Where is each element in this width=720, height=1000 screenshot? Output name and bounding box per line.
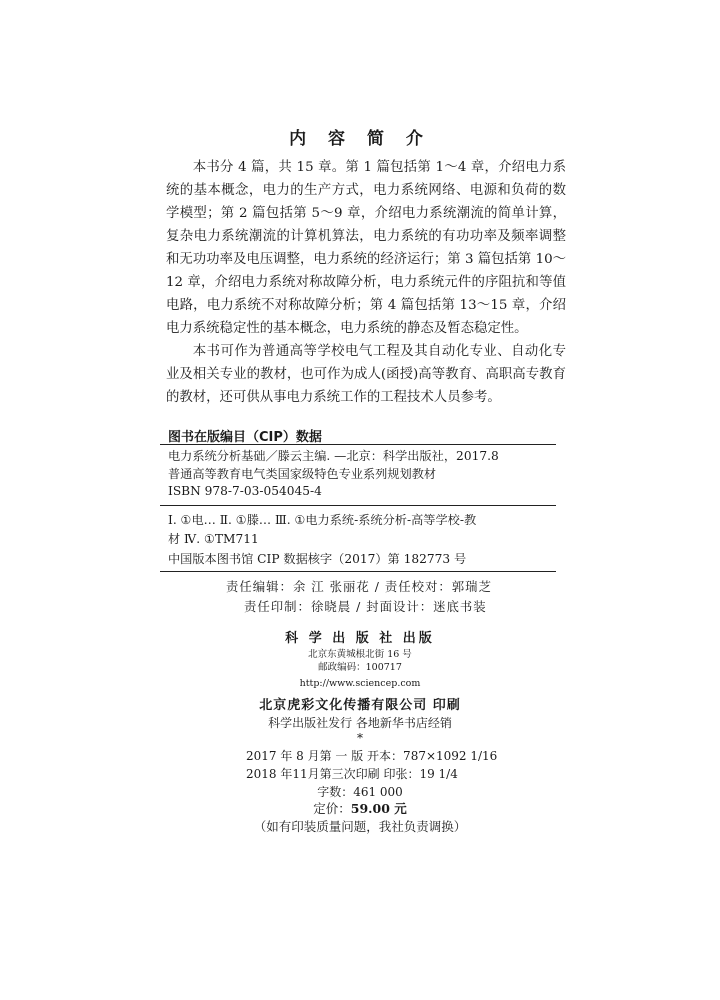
publisher-website: http://www.sciencep.com: [299, 678, 421, 689]
cip-data-block: [160, 444, 556, 572]
price-label: 定价：: [313, 801, 351, 816]
cip-bibliographic-line: 电力系统分析基础／滕云主编. —北京：科学出版社，2017.8: [168, 449, 499, 463]
cip-classification-line-1: Ⅰ. ①电… Ⅱ. ①滕… Ⅲ. ①电力系统-系统分析-高等学校-教: [168, 513, 477, 527]
content-summary: [166, 156, 566, 409]
publisher-address: 北京东黄城根北街 16 号: [308, 649, 412, 660]
publisher-name: 科 学 出 版 社 出版: [285, 631, 435, 646]
cip-classification-line-2: 材 Ⅳ. ①TM711: [168, 532, 259, 546]
quality-notice: （如有印装质量问题，我社负责调换）: [253, 819, 467, 834]
cip-divider: [160, 505, 556, 506]
distribution-info: 科学出版社发行 各地新华书店经销: [268, 716, 452, 730]
cip-heading: 图书在版编目（CIP）数据: [168, 430, 322, 445]
summary-paragraph-2: 本书可作为普通高等学校电气工程及其自动化专业、自动化专业及相关专业的教材，也可作为成人(函授)高等教育、高职高专教育的教材，还可供从事电力系统工作的工程技术人员参考。: [166, 344, 566, 405]
edition-info: 2017 年 8 月第 一 版 开本：787×1092 1/16: [246, 749, 498, 763]
cip-isbn: ISBN 978-7-03-054045-4: [168, 484, 322, 498]
page-title: 内 容 简 介: [289, 129, 431, 149]
word-count: 字数：461 000: [317, 785, 403, 799]
price-row: [0, 799, 720, 817]
printing-info: 2018 年11月第三次印刷 印张：19 1/4: [246, 767, 458, 781]
production-credits: 责任印制：徐晓晨 / 封面设计：迷底书装: [244, 599, 487, 614]
summary-paragraph-1: 本书分 4 篇，共 15 章。第 1 篇包括第 1～4 章，介绍电力系统的基本概念，电力的生产方式，电力系统网络、电源和负荷的数学模型；第 2 篇包括第 5～9 章，介绍电力系统潮流的简单计算，复杂电力系统潮流的计算机算法，电力系统的有功功率及频率调整和无功功率及电压调整，电力系统的经济运行；第 3 篇包括第 10～12 章，介绍电力系统对称故障分析，电力系统元件的序阻抗和等值电路，电力系统不对称故障分析；第 4 篇包括第 13～15 章，介绍电力系统稳定性的基本概念，电力系统的静态及暂态稳定性。: [166, 160, 566, 336]
editor-credits: 责任编辑：余 江 张丽花 / 责任校对：郭瑞芝: [226, 579, 492, 594]
printer-name: 北京虎彩文化传播有限公司 印刷: [259, 698, 461, 713]
cip-record-number: 中国版本图书馆 CIP 数据核字（2017）第 182773 号: [168, 552, 467, 566]
publisher-postcode: 邮政编码：100717: [318, 662, 402, 673]
section-separator: *: [357, 731, 363, 745]
price-value: 59.00 元: [350, 801, 407, 816]
cip-series-line: 普通高等教育电气类国家级特色专业系列规划教材: [168, 467, 437, 481]
